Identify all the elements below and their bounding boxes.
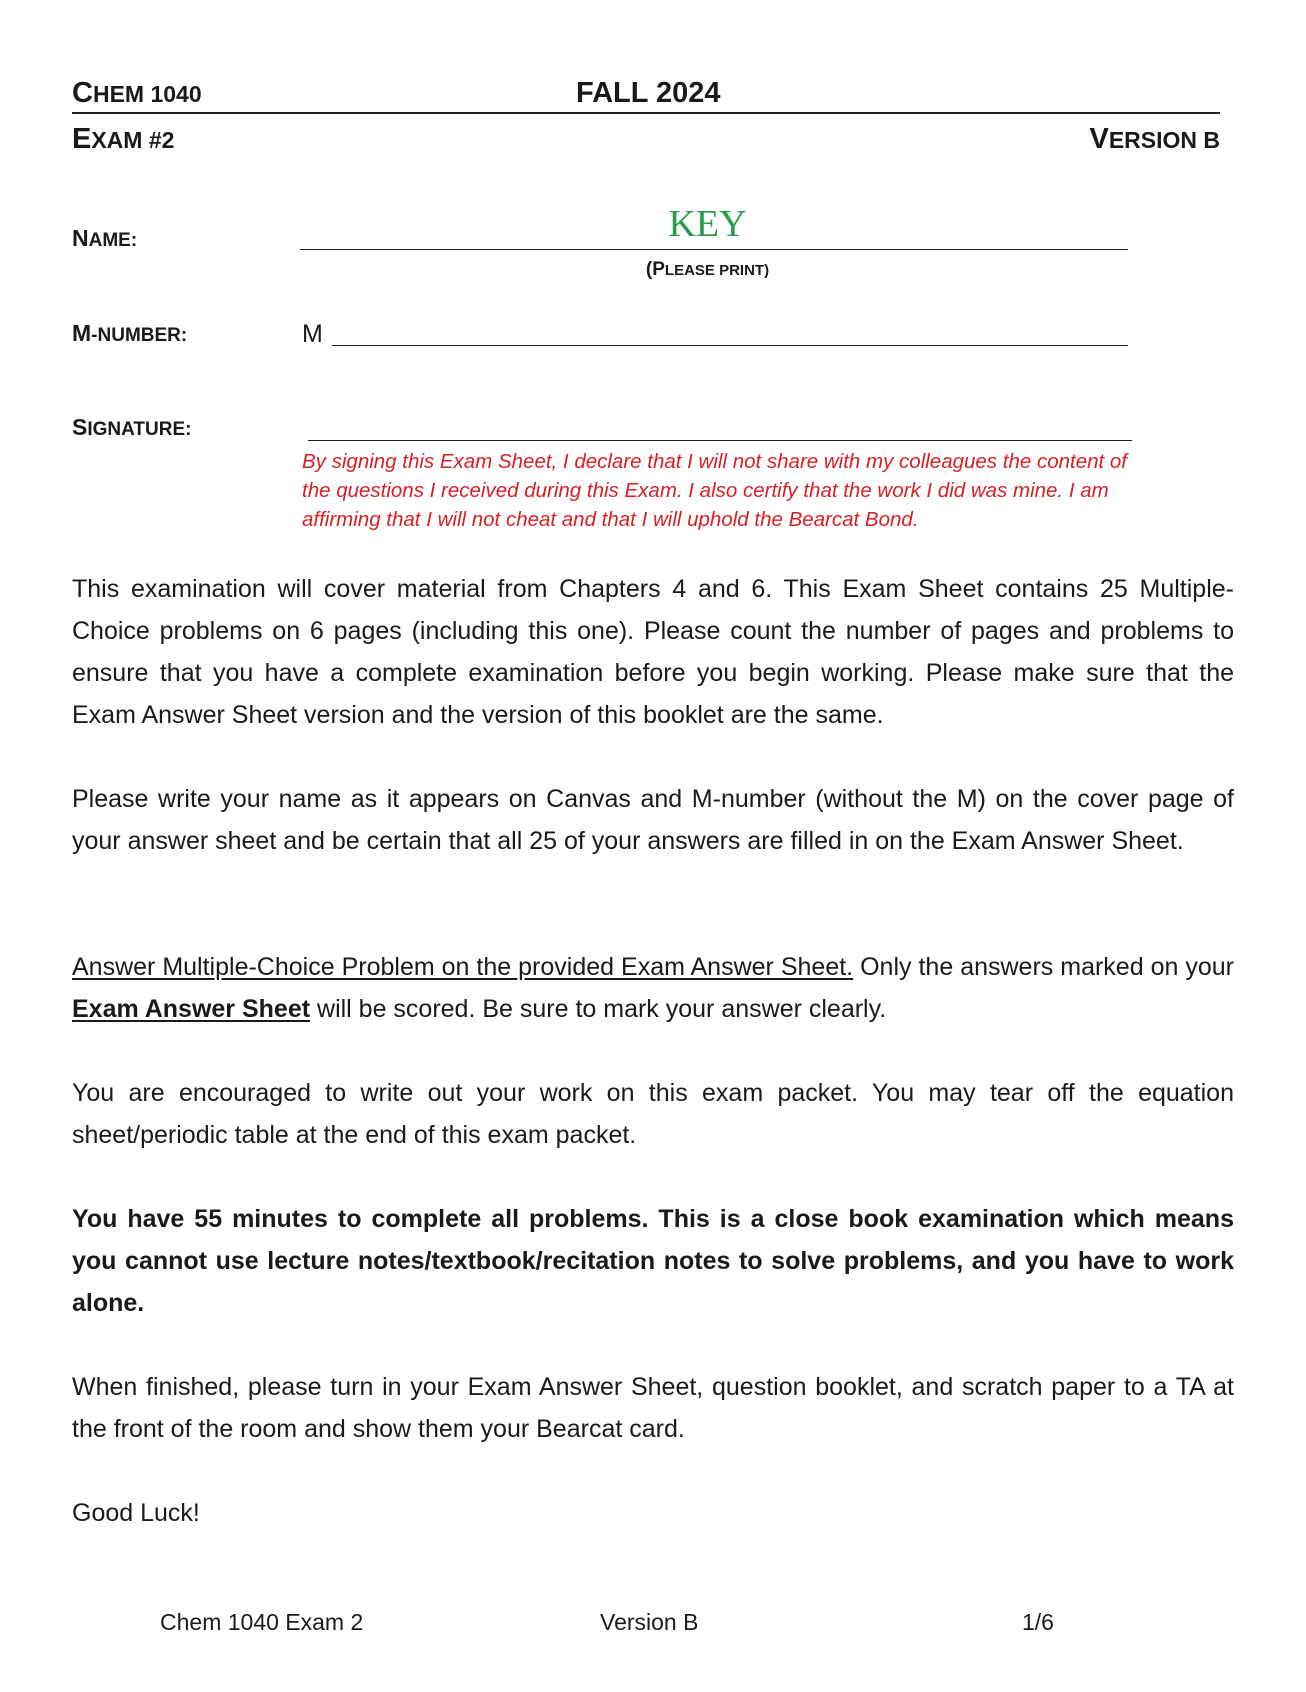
footer-page-number: 1/6 — [1022, 1609, 1054, 1635]
name-label: NAME: — [72, 225, 138, 251]
name-field-line[interactable] — [300, 249, 1128, 250]
footer-course: Chem 1040 Exam 2 — [160, 1609, 364, 1635]
footer-version: Version B — [600, 1609, 699, 1635]
instructions-paragraph-6: When finished, please turn in your Exam Answer Sheet, question booklet, and scratch paper to a TA at the front of the room and show them your Bearcat card. — [72, 1373, 1234, 1443]
name-hint: (PLEASE PRINT) — [645, 259, 770, 280]
exam-version: VERSION B — [1089, 123, 1220, 155]
header-row-exam — [72, 122, 1220, 158]
exam-number: EXAM #2 — [72, 123, 175, 155]
name-value: KEY — [668, 203, 747, 245]
mnumber-field-line[interactable] — [332, 345, 1128, 346]
term-label: FALL 2024 — [576, 77, 721, 109]
signature-label: SIGNATURE: — [72, 414, 192, 440]
instructions-paragraph-5: You have 55 minutes to complete all problems. This is a close book examination which means you cannot use lecture notes/textbook/recitation notes to solve problems, and you have to work alone. — [72, 1205, 1234, 1317]
answer-sheet-instruction: Answer Multiple-Choice Problem on the provided Exam Answer Sheet. — [72, 953, 854, 981]
instructions-paragraph-3: Answer Multiple-Choice Problem on the provided Exam Answer Sheet. Only the answers marked on your Exam Answer Sheet will be scored. Be sure to mark your answer clearly. — [72, 953, 1234, 1023]
signature-field-line[interactable] — [308, 440, 1132, 441]
header-row-course — [72, 76, 1220, 114]
honor-pledge: By signing this Exam Sheet, I declare that I will not share with my colleagues the content of the questions I received during this Exam. I also certify that the work I did was mine. I am affirming that I will not cheat and that I will uphold the Bearcat Bond. — [302, 450, 1127, 531]
mnumber-label: M-NUMBER: — [72, 320, 188, 346]
good-luck: Good Luck! — [72, 1499, 200, 1527]
mnumber-prefix: M — [302, 320, 323, 348]
exam-answer-sheet-emphasis: Exam Answer Sheet — [72, 995, 311, 1023]
course-title: CHEM 1040 — [72, 77, 202, 109]
instructions-paragraph-4: You are encouraged to write out your work on this exam packet. You may tear off the equation sheet/periodic table at the end of this exam packet. — [72, 1079, 1234, 1149]
instructions-paragraph-2: Please write your name as it appears on Canvas and M-number (without the M) on the cover page of your answer sheet and be certain that all 25 of your answers are filled in on the Exam Answer Sheet. — [72, 785, 1234, 855]
instructions-paragraph-1: This examination will cover material from Chapters 4 and 6. This Exam Sheet contains 25 Multiple-Choice problems on 6 pages (including this one). Please count the number of pages and problems to ensure that you have a complete examination before you begin working. Please make sure that the Exam Answer Sheet version and the version of this booklet are the same. — [72, 575, 1234, 729]
